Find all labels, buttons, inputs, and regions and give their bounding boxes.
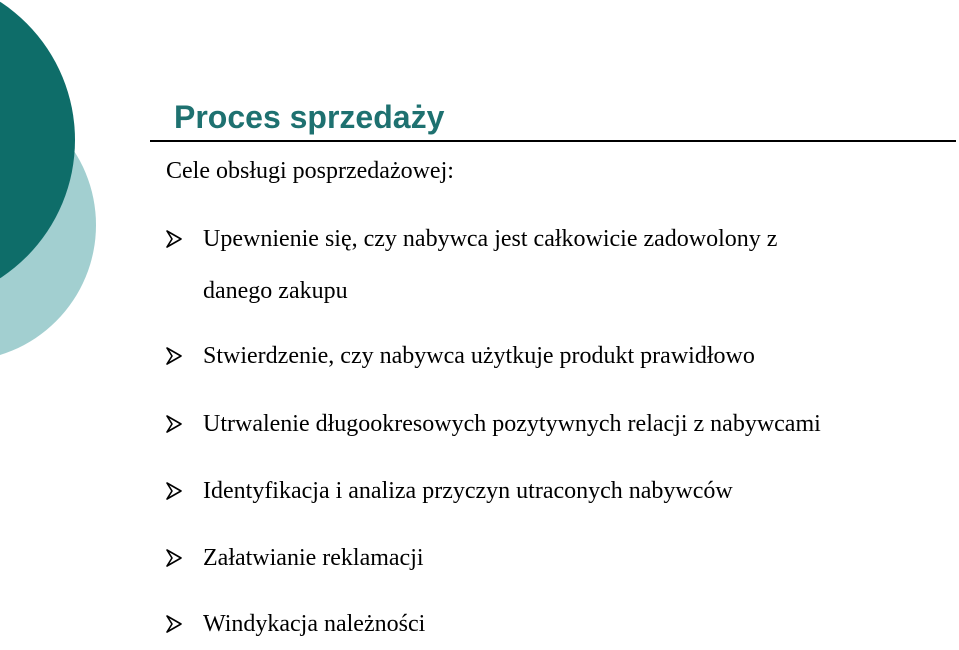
bullet-item bbox=[166, 532, 424, 584]
bullet-text: Upewnienie się, czy nabywca jest całkowicie zadowolony z bbox=[203, 226, 778, 252]
bullet-item bbox=[166, 598, 425, 650]
bullet-text-continuation: danego zakupu bbox=[203, 278, 348, 304]
slide-title: Proces sprzedaży bbox=[174, 99, 445, 135]
bullet-item bbox=[166, 465, 733, 517]
arrowhead-bullet-icon bbox=[166, 398, 203, 450]
arrowhead-bullet-icon bbox=[166, 598, 203, 650]
slide-subtitle: Cele obsługi posprzedażowej: bbox=[166, 158, 454, 184]
bullet-indent bbox=[166, 265, 203, 317]
bullet-text: Załatwianie reklamacji bbox=[203, 545, 424, 571]
bullet-text: Windykacja należności bbox=[203, 611, 426, 637]
bullet-item bbox=[166, 398, 821, 450]
arrowhead-bullet-icon bbox=[166, 465, 203, 517]
bullet-text: Identyfikacja i analiza przyczyn utraconych nabywców bbox=[203, 478, 733, 504]
title-divider bbox=[150, 140, 956, 142]
arrowhead-bullet-icon bbox=[166, 532, 203, 584]
bullet-text: Utrwalenie długookresowych pozytywnych relacji z nabywcami bbox=[203, 411, 821, 437]
bullet-item bbox=[166, 330, 755, 382]
arrowhead-bullet-icon bbox=[166, 213, 203, 265]
arrowhead-bullet-icon bbox=[166, 330, 203, 382]
bullet-text: Stwierdzenie, czy nabywca użytkuje produkt prawidłowo bbox=[203, 343, 755, 369]
bullet-item bbox=[166, 213, 777, 317]
